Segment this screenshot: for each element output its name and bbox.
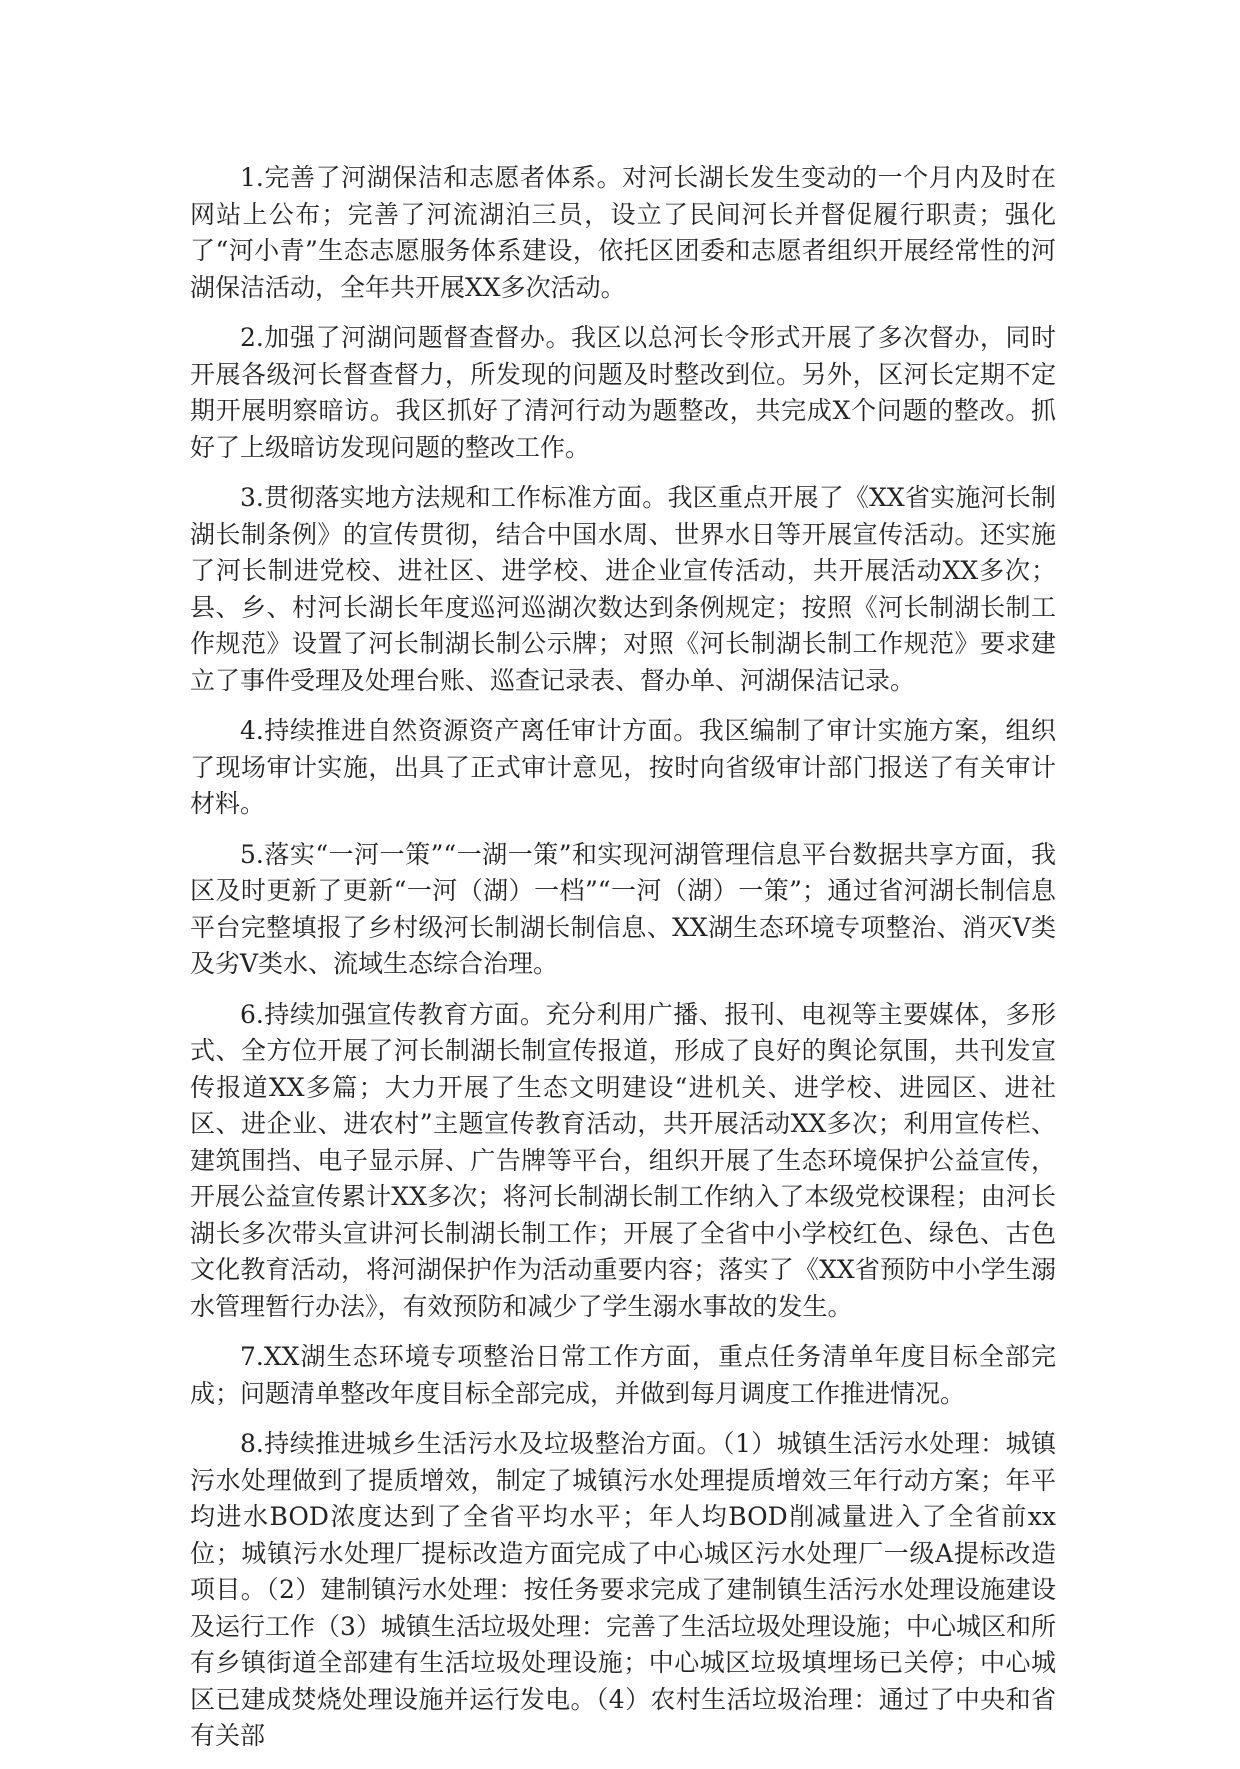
paragraph-5: 5.落实“一河一策”“一湖一策”和实现河湖管理信息平台数据共享方面，我区及时更新了更新“一河（湖）一档”“一河（湖）一策”；通过省河湖长制信息平台完整填报了乡村级河长制湖长制信息、XX湖生态环境专项整治、消灭V类及劣V类水、流域生态综合治理。 [190,839,1056,978]
paragraph-6: 6.持续加强宣传教育方面。充分利用广播、报刊、电视等主要媒体，多形式、全方位开展了河长制湖长制宣传报道，形成了良好的舆论氛围，共刊发宣传报道XX多篇；大力开展了生态文明建设“进机关、进学校、进园区、进社区、进企业、进农村”主题宣传教育活动，共开展活动XX多次；利用宣传栏、建筑围挡、电子显示屏、广告牌等平台，组织开展了生态环境保护公益宣传，开展公益宣传累计XX多次；将河长制湖长制工作纳入了本级党校课程；由河长湖长多次带头宣讲河长制湖长制工作；开展了全省中小学校红色、绿色、古色文化教育活动，将河湖保护作为活动重要内容；落实了《XX省预防中小学生溺水管理暂行办法》，有效预防和减少了学生溺水事故的发生。 [190,999,1056,1321]
paragraph-8: 8.持续推进城乡生活污水及垃圾整治方面。（1）城镇生活污水处理：城镇污水处理做到了提质增效，制定了城镇污水处理提质增效三年行动方案；年平均进水BOD浓度达到了全省平均水平；年人均BOD削减量进入了全省前xx位；城镇污水处理厂提标改造方面完成了中心城区污水处理厂一级A提标改造项目。（2）建制镇污水处理：按任务要求完成了建制镇生活污水处理设施建设及运行工作（3）城镇生活垃圾处理：完善了生活垃圾处理设施；中心城区和所有乡镇街道全部建有生活垃圾处理设施；中心城区垃圾填埋场已关停；中心城区已建成焚烧处理设施并运行发电。（4）农村生活垃圾治理：通过了中央和省有关部 [190,1429,1056,1750]
document-page [190,160,1056,1769]
paragraph-1: 1.完善了河湖保洁和志愿者体系。对河长湖长发生变动的一个月内及时在网站上公布；完善了河流湖泊三员，设立了民间河长并督促履行职责；强化了“河小青”生态志愿服务体系建设，依托区团委和志愿者组织开展经常性的河湖保洁活动，全年共开展XX多次活动。 [190,163,1056,302]
paragraph-3: 3.贯彻落实地方法规和工作标准方面。我区重点开展了《XX省实施河长制湖长制条例》的宣传贯彻，结合中国水周、世界水日等开展宣传活动。还实施了河长制进党校、进社区、进学校、进企业宣传活动，共开展活动XX多次；县、乡、村河长湖长年度巡河巡湖次数达到条例规定；按照《河长制湖长制工作规范》设置了河长制湖长制公示牌；对照《河长制湖长制工作规范》要求建立了事件受理及处理台账、巡查记录表、督办单、河湖保洁记录。 [190,483,1056,695]
paragraph-4: 4.持续推进自然资源资产离任审计方面。我区编制了审计实施方案，组织了现场审计实施，出具了正式审计意见，按时向省级审计部门报送了有关审计材料。 [190,716,1056,818]
paragraph-2: 2.加强了河湖问题督查督办。我区以总河长令形式开展了多次督办，同时开展各级河长督查督力，所发现的问题及时整改到位。另外，区河长定期不定期开展明察暗访。我区抓好了清河行动为题整改，共完成X个问题的整改。抓好了上级暗访发现问题的整改工作。 [190,323,1056,462]
paragraph-7: 7.XX湖生态环境专项整治日常工作方面，重点任务清单年度目标全部完成；问题清单整改年度目标全部完成，并做到每月调度工作推进情况。 [190,1342,1056,1408]
